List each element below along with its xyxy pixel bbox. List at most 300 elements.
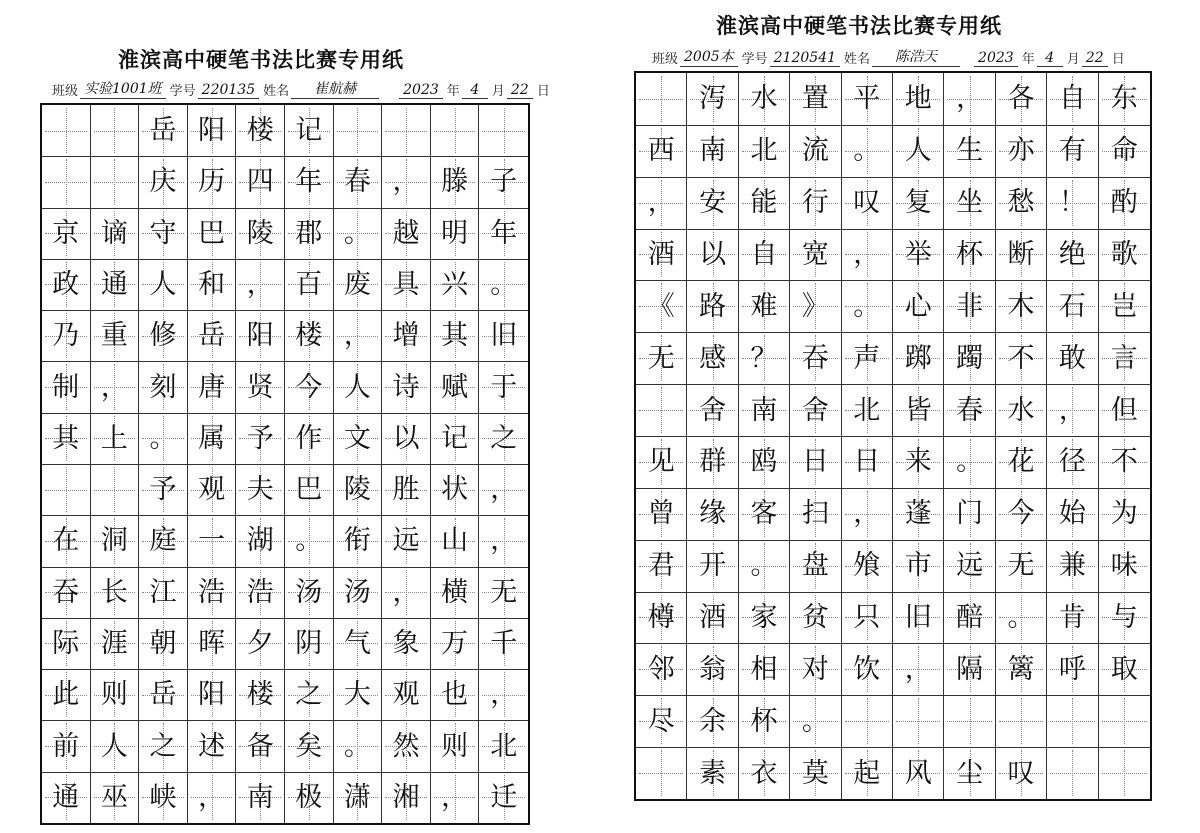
handwritten-character: 坐	[956, 187, 984, 219]
grid-cell	[996, 125, 1047, 177]
handwritten-character: 潇	[343, 781, 371, 813]
handwritten-character: 。	[490, 268, 518, 300]
handwritten-character: 置	[801, 83, 829, 115]
handwritten-character: 巴	[198, 217, 226, 249]
grid-cell	[893, 280, 944, 332]
handwritten-character: 谪	[100, 217, 128, 249]
handwritten-character: 。	[956, 446, 984, 478]
grid-row	[42, 669, 528, 720]
right-sheet-title: 淮滨高中硬笔书法比赛专用纸	[716, 14, 1002, 38]
grid-cell	[139, 720, 188, 771]
handwritten-character: 人	[343, 371, 371, 403]
grid-cell	[236, 156, 285, 207]
handwritten-character: 汤	[343, 576, 371, 608]
grid-cell	[1047, 384, 1098, 436]
grid-cell	[91, 464, 140, 515]
handwritten-character: 不	[1110, 446, 1138, 478]
grid-cell	[334, 567, 383, 618]
handwritten-character: 宽	[801, 238, 829, 270]
handwritten-character: 难	[750, 290, 778, 322]
handwritten-character: 樽	[647, 601, 675, 633]
grid-cell	[842, 695, 893, 747]
grid-cell	[91, 208, 140, 259]
grid-cell	[996, 177, 1047, 229]
grid-cell	[285, 720, 334, 771]
handwritten-character: 酒	[699, 601, 727, 633]
handwritten-character: 巫	[100, 781, 128, 813]
grid-cell	[334, 464, 383, 515]
handwritten-character: 敢	[1058, 342, 1086, 374]
handwritten-character: 舍	[699, 394, 727, 426]
handwritten-character: 日	[801, 446, 829, 478]
grid-cell	[790, 125, 841, 177]
handwritten-character: ，	[490, 525, 518, 557]
grid-row	[636, 332, 1150, 384]
grid-cell	[285, 464, 334, 515]
grid-cell	[739, 436, 790, 488]
grid-cell	[996, 436, 1047, 488]
grid-cell	[944, 747, 995, 799]
grid-cell	[236, 259, 285, 310]
grid-cell	[687, 332, 738, 384]
handwritten-character: 巴	[295, 474, 323, 506]
grid-cell	[893, 177, 944, 229]
grid-cell	[893, 643, 944, 695]
handwritten-character: 越	[392, 217, 420, 249]
grid-cell	[842, 73, 893, 125]
handwritten-character: 各	[1007, 83, 1035, 115]
grid-cell	[42, 618, 91, 669]
handwritten-character: 则	[100, 679, 128, 711]
grid-cell	[42, 464, 91, 515]
grid-cell	[1047, 280, 1098, 332]
grid-cell	[636, 229, 687, 281]
grid-cell	[687, 125, 738, 177]
handwritten-character: 断	[1007, 238, 1035, 270]
grid-cell	[739, 540, 790, 592]
grid-cell	[139, 156, 188, 207]
grid-row	[42, 720, 528, 771]
handwritten-character: 子	[490, 166, 518, 198]
handwritten-character: 日	[853, 446, 881, 478]
grid-cell	[139, 259, 188, 310]
handwritten-character: 年	[490, 217, 518, 249]
handwritten-character: 隔	[956, 653, 984, 685]
grid-cell	[944, 384, 995, 436]
grid-cell	[479, 567, 528, 618]
handwritten-character: 通	[52, 781, 80, 813]
grid-cell	[382, 208, 431, 259]
handwritten-character: 楼	[246, 115, 274, 147]
grid-cell	[636, 384, 687, 436]
grid-cell	[739, 229, 790, 281]
handwritten-character: 邻	[647, 653, 675, 685]
grid-cell	[739, 332, 790, 384]
grid-cell	[479, 413, 528, 464]
handwritten-character: 湖	[246, 525, 274, 557]
grid-cell	[285, 310, 334, 361]
handwritten-character: 吞	[801, 342, 829, 374]
grid-cell	[188, 156, 237, 207]
handwritten-character: 起	[853, 757, 881, 789]
grid-cell	[285, 567, 334, 618]
grid-cell	[382, 669, 431, 720]
grid-cell	[431, 669, 480, 720]
handwritten-character: 于	[490, 371, 518, 403]
handwritten-character: 远	[956, 550, 984, 582]
grid-cell	[739, 592, 790, 644]
handwritten-character: 春	[343, 166, 371, 198]
handwritten-character: 酌	[1110, 187, 1138, 219]
grid-cell	[790, 643, 841, 695]
handwritten-character: 人	[100, 730, 128, 762]
handwritten-character: 花	[1007, 446, 1035, 478]
grid-cell	[944, 73, 995, 125]
grid-cell	[636, 73, 687, 125]
grid-cell	[790, 540, 841, 592]
handwritten-character: 象	[392, 627, 420, 659]
handwritten-character: 夕	[246, 627, 274, 659]
grid-cell	[285, 772, 334, 823]
grid-cell	[944, 540, 995, 592]
grid-cell	[687, 229, 738, 281]
handwritten-character: 阳	[198, 115, 226, 147]
handwritten-character: 备	[246, 730, 274, 762]
grid-cell	[236, 413, 285, 464]
handwritten-character: 楼	[295, 320, 323, 352]
handwritten-character: 来	[904, 446, 932, 478]
grid-cell	[188, 361, 237, 412]
grid-cell	[42, 413, 91, 464]
handwritten-character: 。	[750, 550, 778, 582]
right-writing-grid	[634, 71, 1152, 801]
month-value: 4	[1037, 50, 1063, 67]
grid-cell	[636, 436, 687, 488]
grid-cell	[431, 156, 480, 207]
grid-row	[636, 125, 1150, 177]
handwritten-character: ？	[750, 342, 778, 374]
grid-cell	[739, 488, 790, 540]
handwritten-character: 一	[198, 525, 226, 557]
grid-cell	[91, 515, 140, 566]
left-sheet-header	[52, 78, 550, 99]
handwritten-character: 矣	[295, 730, 323, 762]
grid-cell	[842, 747, 893, 799]
month-value: 4	[462, 82, 488, 99]
grid-cell	[944, 436, 995, 488]
grid-cell	[1099, 747, 1150, 799]
handwritten-character: 水	[750, 83, 778, 115]
grid-cell	[334, 105, 383, 156]
grid-row	[636, 280, 1150, 332]
grid-cell	[334, 208, 383, 259]
grid-cell	[382, 310, 431, 361]
handwritten-character: 岳	[149, 115, 177, 147]
grid-cell	[636, 488, 687, 540]
grid-row	[636, 695, 1150, 747]
grid-cell	[139, 208, 188, 259]
handwritten-character: 守	[149, 217, 177, 249]
grid-cell	[1099, 540, 1150, 592]
grid-cell	[1099, 177, 1150, 229]
grid-cell	[236, 208, 285, 259]
handwritten-character: 唐	[198, 371, 226, 403]
handwritten-character: 南	[246, 781, 274, 813]
handwritten-character: 岳	[149, 679, 177, 711]
grid-cell	[996, 229, 1047, 281]
handwritten-character: 尘	[956, 757, 984, 789]
handwritten-character: 言	[1110, 342, 1138, 374]
grid-cell	[334, 720, 383, 771]
handwritten-character: 东	[1110, 83, 1138, 115]
grid-cell	[687, 384, 738, 436]
handwritten-character: 今	[295, 371, 323, 403]
grid-cell	[42, 105, 91, 156]
handwritten-character: 极	[295, 781, 323, 813]
grid-row	[636, 73, 1150, 125]
grid-cell	[334, 259, 383, 310]
grid-cell	[42, 361, 91, 412]
grid-cell	[842, 540, 893, 592]
grid-cell	[285, 259, 334, 310]
grid-cell	[893, 125, 944, 177]
grid-cell	[285, 105, 334, 156]
grid-cell	[236, 669, 285, 720]
handwritten-character: 江	[149, 576, 177, 608]
left-writing-grid	[40, 103, 530, 825]
grid-cell	[42, 669, 91, 720]
grid-row	[636, 592, 1150, 644]
grid-cell	[1047, 332, 1098, 384]
grid-cell	[739, 747, 790, 799]
handwritten-character: 北	[750, 135, 778, 167]
grid-row	[42, 259, 528, 310]
handwritten-character: 明	[441, 217, 469, 249]
class-value: 实验1001班	[80, 78, 166, 99]
grid-cell	[91, 618, 140, 669]
grid-cell	[139, 361, 188, 412]
handwritten-character: 岂	[1110, 290, 1138, 322]
handwritten-character: 安	[699, 187, 727, 219]
handwritten-character: 晖	[198, 627, 226, 659]
handwritten-character: 北	[853, 394, 881, 426]
grid-cell	[842, 488, 893, 540]
handwritten-character: 杯	[956, 238, 984, 270]
grid-cell	[1047, 643, 1098, 695]
handwritten-character: 记	[295, 115, 323, 147]
handwritten-character: 楼	[246, 679, 274, 711]
grid-cell	[893, 747, 944, 799]
grid-cell	[996, 332, 1047, 384]
handwritten-character: 对	[801, 653, 829, 685]
grid-cell	[1099, 695, 1150, 747]
handwritten-character: 庭	[149, 525, 177, 557]
grid-cell	[431, 208, 480, 259]
grid-cell	[739, 643, 790, 695]
grid-cell	[687, 73, 738, 125]
grid-cell	[236, 105, 285, 156]
grid-row	[42, 156, 528, 207]
grid-cell	[42, 720, 91, 771]
grid-cell	[739, 695, 790, 747]
class-label: 班级	[52, 84, 79, 99]
grid-cell	[431, 515, 480, 566]
handwritten-character: 曾	[647, 498, 675, 530]
handwritten-character: 然	[392, 730, 420, 762]
handwritten-character: 《	[647, 290, 675, 322]
handwritten-character: 山	[441, 525, 469, 557]
handwritten-character: 万	[441, 627, 469, 659]
grid-row	[42, 618, 528, 669]
grid-cell	[382, 464, 431, 515]
grid-cell	[42, 515, 91, 566]
handwritten-character: 予	[246, 422, 274, 454]
handwritten-character: 赋	[441, 371, 469, 403]
grid-cell	[996, 488, 1047, 540]
grid-row	[42, 464, 528, 515]
grid-cell	[188, 259, 237, 310]
handwritten-character: 其	[52, 422, 80, 454]
handwritten-character: 飧	[853, 550, 881, 582]
grid-cell	[479, 259, 528, 310]
handwritten-character: 酒	[647, 238, 675, 270]
handwritten-character: 相	[750, 653, 778, 685]
grid-cell	[790, 384, 841, 436]
grid-cell	[334, 772, 383, 823]
grid-cell	[687, 280, 738, 332]
grid-cell	[334, 515, 383, 566]
handwritten-character: 重	[100, 320, 128, 352]
handwritten-character: 木	[1007, 290, 1035, 322]
grid-cell	[893, 384, 944, 436]
grid-cell	[236, 361, 285, 412]
grid-cell	[42, 567, 91, 618]
grid-cell	[996, 643, 1047, 695]
handwritten-character: 涯	[100, 627, 128, 659]
handwritten-character: 与	[1110, 601, 1138, 633]
handwritten-character: 余	[699, 705, 727, 737]
grid-cell	[996, 540, 1047, 592]
handwritten-character: 家	[750, 601, 778, 633]
handwritten-character: 为	[1110, 498, 1138, 530]
handwritten-character: 贫	[801, 601, 829, 633]
grid-cell	[636, 592, 687, 644]
right-sheet-header	[652, 46, 1125, 67]
grid-cell	[334, 361, 383, 412]
grid-cell	[188, 772, 237, 823]
handwritten-character: 非	[956, 290, 984, 322]
handwritten-character: 横	[441, 576, 469, 608]
handwritten-character: 陵	[246, 217, 274, 249]
grid-row	[42, 105, 528, 156]
handwritten-character: 始	[1058, 498, 1086, 530]
handwritten-character: 愁	[1007, 187, 1035, 219]
grid-cell	[790, 229, 841, 281]
class-value: 2005本	[680, 46, 738, 67]
grid-cell	[636, 747, 687, 799]
handwritten-character: ，	[392, 576, 420, 608]
handwritten-character: 废	[343, 268, 371, 300]
grid-cell	[42, 259, 91, 310]
handwritten-character: 文	[343, 422, 371, 454]
grid-cell	[334, 669, 383, 720]
grid-cell	[431, 310, 480, 361]
handwritten-character: 无	[1007, 550, 1035, 582]
handwritten-character: ，	[956, 83, 984, 115]
grid-cell	[334, 413, 383, 464]
handwritten-character: 阳	[198, 679, 226, 711]
grid-cell	[1047, 177, 1098, 229]
grid-cell	[91, 105, 140, 156]
grid-cell	[91, 413, 140, 464]
handwritten-character: 鸥	[750, 446, 778, 478]
handwritten-character: 味	[1110, 550, 1138, 582]
left-sheet-title: 淮滨高中硬笔书法比赛专用纸	[118, 48, 404, 72]
grid-cell	[842, 125, 893, 177]
handwritten-character: 舍	[801, 394, 829, 426]
grid-cell	[188, 720, 237, 771]
grid-cell	[636, 177, 687, 229]
handwritten-character: 前	[52, 730, 80, 762]
grid-cell	[285, 515, 334, 566]
handwritten-character: 。	[853, 290, 881, 322]
grid-cell	[1099, 384, 1150, 436]
handwritten-character: 贤	[246, 371, 274, 403]
handwritten-character: 浩	[198, 576, 226, 608]
handwritten-character: 阳	[246, 320, 274, 352]
handwritten-character: 踯	[904, 342, 932, 374]
grid-cell	[479, 669, 528, 720]
handwritten-character: 市	[904, 550, 932, 582]
month-label: 月	[491, 84, 505, 99]
grid-cell	[334, 618, 383, 669]
handwritten-character: 人	[904, 135, 932, 167]
grid-row	[42, 567, 528, 618]
grid-cell	[42, 310, 91, 361]
handwritten-character: 见	[647, 446, 675, 478]
grid-cell	[236, 515, 285, 566]
handwritten-character: 素	[699, 757, 727, 789]
handwritten-character: 也	[441, 679, 469, 711]
grid-cell	[431, 618, 480, 669]
grid-cell	[1047, 436, 1098, 488]
student-id-label: 学号	[741, 52, 768, 67]
grid-cell	[479, 772, 528, 823]
handwritten-character: 心	[904, 290, 932, 322]
handwritten-character: 行	[801, 187, 829, 219]
grid-cell	[790, 332, 841, 384]
handwritten-character: 庆	[149, 166, 177, 198]
grid-cell	[636, 540, 687, 592]
handwritten-character: 亦	[1007, 135, 1035, 167]
handwritten-character: 蓬	[904, 498, 932, 530]
handwritten-character: ，	[1058, 394, 1086, 426]
grid-cell	[1099, 643, 1150, 695]
handwritten-character: 莫	[801, 757, 829, 789]
grid-cell	[188, 208, 237, 259]
handwritten-character: ，	[853, 498, 881, 530]
grid-cell	[188, 567, 237, 618]
grid-cell	[479, 156, 528, 207]
handwritten-character: 杯	[750, 705, 778, 737]
grid-cell	[236, 464, 285, 515]
grid-cell	[139, 310, 188, 361]
handwritten-character: 诗	[392, 371, 420, 403]
handwritten-character: 开	[699, 550, 727, 582]
handwritten-character: 予	[149, 474, 177, 506]
handwritten-character: ，	[490, 474, 518, 506]
grid-row	[636, 229, 1150, 281]
